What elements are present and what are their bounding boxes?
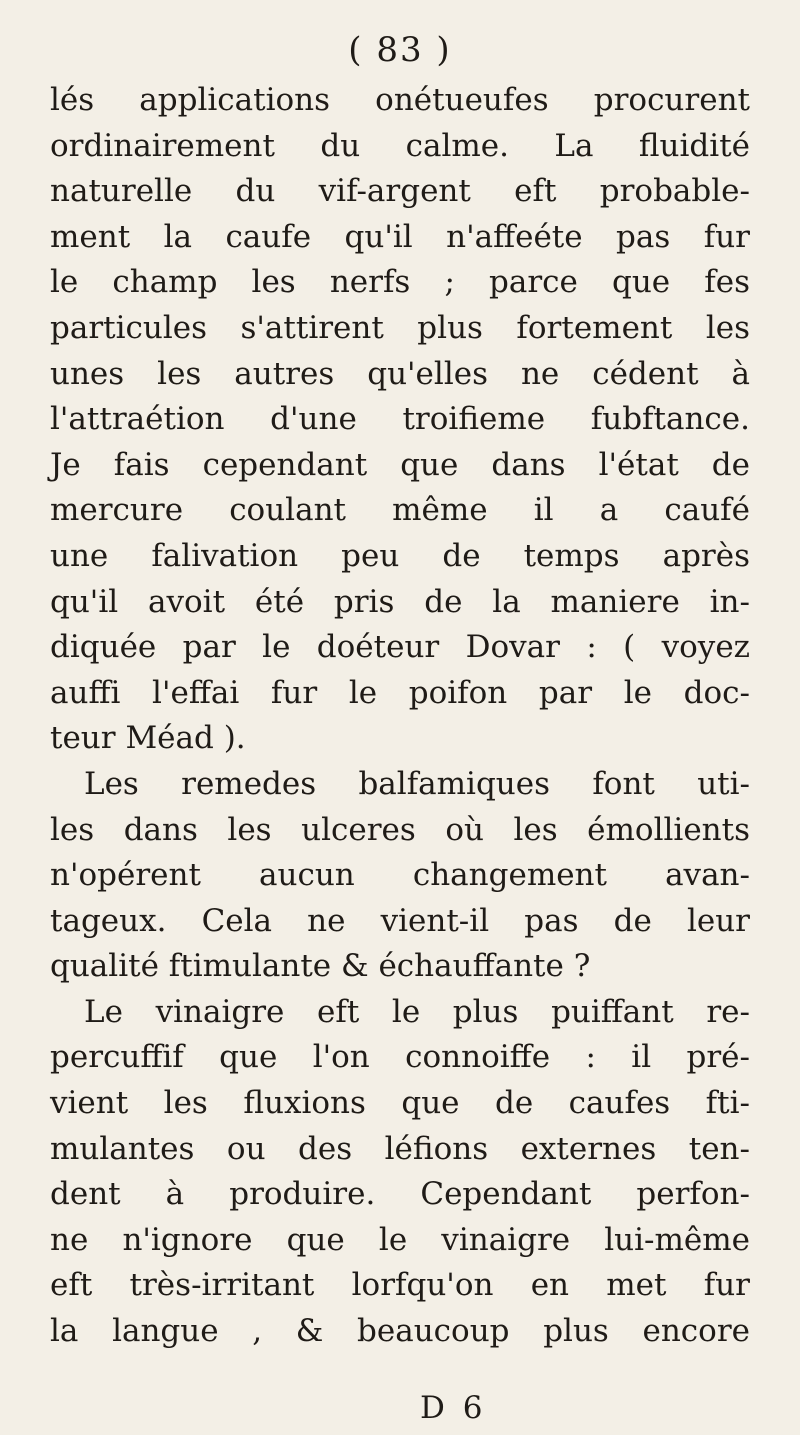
text-line: mulantes ou des léfions externes ten- xyxy=(50,1130,750,1167)
text-line: Je fais cependant que dans l'état de xyxy=(50,446,750,483)
text-line: ordinairement du calme. La fluidité xyxy=(50,127,750,164)
text-line: percuffif que l'on connoiffe : il pré- xyxy=(50,1039,750,1076)
text-line: l'attraétion d'une troifieme fubftance. xyxy=(50,401,750,438)
signature-mark: D 6 xyxy=(420,1390,487,1426)
text-line: qu'il avoit été pris de la maniere in- xyxy=(50,583,750,620)
text-line: lés applications onétueufes procurent xyxy=(50,82,750,118)
text-line: auffi l'effai fur le poifon par le doc- xyxy=(50,674,750,711)
text-line: unes les autres qu'elles ne cédent à xyxy=(50,355,750,392)
text-line: dent à produire. Cependant perfon- xyxy=(50,1176,750,1213)
text-line: une falivation peu de temps après xyxy=(50,537,750,574)
text-line: n'opérent aucun changement avan- xyxy=(50,857,750,894)
text-line: la langue , & beaucoup plus encore xyxy=(50,1313,750,1350)
text-line: ne n'ignore que le vinaigre lui-même xyxy=(50,1221,750,1258)
text-line: Le vinaigre eft le plus puiffant re- xyxy=(84,993,750,1030)
text-line: qualité ftimulante & échauffante ? xyxy=(50,948,591,985)
text-line: tageux. Cela ne vient-il pas de leur xyxy=(50,902,750,939)
text-line: diquée par le doéteur Dovar : ( voyez xyxy=(50,629,750,666)
text-line: naturelle du vif-argent eft probable- xyxy=(50,173,750,210)
text-line: mercure coulant même il a caufé xyxy=(50,492,750,529)
text-line: Les remedes balfamiques font uti- xyxy=(84,765,750,802)
text-line: vient les fluxions que de caufes fti- xyxy=(50,1085,750,1122)
text-line: particules s'attirent plus fortement les xyxy=(50,309,750,346)
text-line: eft très-irritant lorfqu'on en met fur xyxy=(50,1267,750,1304)
text-line: ment la caufe qu'il n'affeéte pas fur xyxy=(50,218,750,255)
page-number: ( 83 ) xyxy=(348,30,452,70)
text-line: les dans les ulceres où les émollients xyxy=(50,811,750,848)
body-text xyxy=(50,78,750,1355)
text-line: teur Méad ). xyxy=(50,720,246,757)
text-line: le champ les nerfs ; parce que fes xyxy=(50,264,750,301)
